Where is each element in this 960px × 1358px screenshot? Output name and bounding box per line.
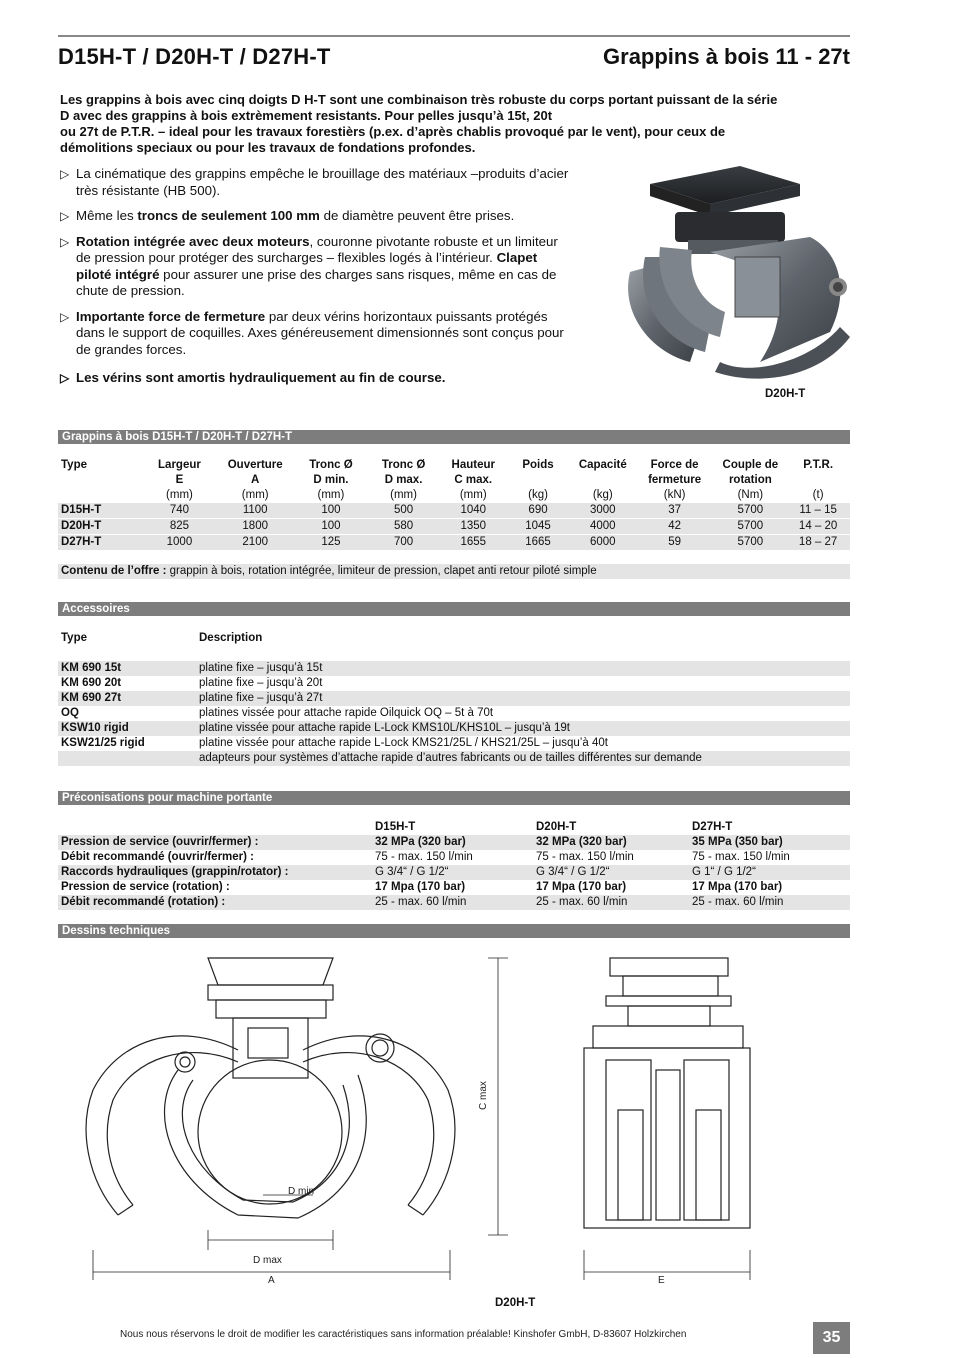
value-cell: 4000 <box>571 519 635 535</box>
value-cell: 500 <box>366 503 442 519</box>
specs-header-cell: Hauteur <box>451 459 495 471</box>
parameter-value: 75 - max. 150 l/min <box>692 851 790 863</box>
specs-header-cell: E <box>175 474 184 486</box>
col-d20: D20H-T <box>536 821 577 833</box>
table-row <box>58 721 850 736</box>
table-row <box>58 691 850 706</box>
accessory-type-cell: KM 690 20t <box>61 677 122 689</box>
value-cell: 5700 <box>714 535 786 551</box>
parameter-label: Débit recommandé (rotation) : <box>58 895 375 910</box>
feature-item: ▷ Même les troncs de seulement 100 mm de diamètre peuvent être prises. <box>60 208 515 223</box>
value-cell: 37 <box>635 503 715 519</box>
value-cell: 125 <box>296 535 366 551</box>
table-row <box>58 519 850 535</box>
specs-table <box>58 458 850 550</box>
spacer-row <box>58 646 850 661</box>
offer-content: Contenu de l’offre : grappin à bois, rotation intégrée, limiteur de pression, clapet anti retour piloté simple <box>58 564 850 579</box>
parameter-value: G 1“ / G 1/2“ <box>692 865 850 880</box>
parameter-label: Raccords hydrauliques (grappin/rotator) : <box>58 865 375 880</box>
value-cell: 5700 <box>714 519 786 535</box>
specs-header-cell: D max. <box>384 474 423 486</box>
table-row <box>58 736 850 751</box>
table-row <box>58 661 850 676</box>
value-cell: 14 – 20 <box>786 519 850 535</box>
accessory-type-cell: KSW10 rigid <box>58 721 199 736</box>
parameter-value: 17 Mpa (170 bar) <box>375 881 466 893</box>
accessory-desc-cell: platine vissée pour attache rapide L-Lock KMS10L/KHS10L – jusqu’à 19t <box>199 721 850 736</box>
value-cell: 3000 <box>571 503 635 519</box>
value-cell: 59 <box>635 535 715 551</box>
intro-line: Les grappins à bois avec cinq doigts D H-T sont une combinaison très robuste du corps portant puissant de la série <box>60 92 778 107</box>
specs-header-cell: (kg) <box>528 489 548 501</box>
intro-paragraph <box>60 92 850 156</box>
value-cell: 2100 <box>214 535 296 551</box>
label-dmin: D min <box>288 1186 315 1197</box>
table-row <box>58 535 850 551</box>
side-view-drawing <box>584 958 750 1280</box>
value-cell: 6000 <box>571 535 635 551</box>
section-bar-accessories: Accessoires <box>58 602 850 616</box>
accessory-desc-cell: platine fixe – jusqu’à 20t <box>199 677 323 689</box>
product-photo <box>610 162 860 382</box>
specs-header-cell: (mm) <box>390 489 417 501</box>
value-cell: 1350 <box>441 519 505 535</box>
value-cell: 740 <box>145 503 215 519</box>
table-row <box>58 676 850 691</box>
accessories-table <box>58 631 850 766</box>
specs-header-cell: (mm) <box>241 489 269 501</box>
parameter-value: G 3/4“ / G 1/2“ <box>536 865 692 880</box>
parameter-value: 17 Mpa (170 bar) <box>536 881 627 893</box>
section-bar-drawings: Dessins techniques <box>58 924 850 938</box>
col-type-header: Type <box>61 632 87 644</box>
specs-header-cell: (kg) <box>592 489 613 501</box>
triangle-bullet-icon: ▷ <box>60 371 70 385</box>
parameter-value: 25 - max. 60 l/min <box>536 895 692 910</box>
specs-header-cell: (mm) <box>317 489 345 501</box>
specs-header-cell: (t) <box>812 489 824 501</box>
label-cmax: C max <box>478 1081 489 1110</box>
specs-header-cell <box>58 473 145 488</box>
triangle-bullet-icon: ▷ <box>60 234 70 249</box>
specs-header-cell: Couple de <box>722 459 779 471</box>
feature-item: ▷ La cinématique des grappins empêche le brouillage des matériaux –produits d’acier très résistante (HB 500). <box>60 166 569 198</box>
accessory-desc-cell: platine fixe – jusqu’à 27t <box>199 691 850 706</box>
front-view-drawing <box>86 958 508 1280</box>
specs-header-cell: Tronc Ø <box>309 459 353 471</box>
value-cell: 700 <box>366 535 442 551</box>
drawing-caption: D20H-T <box>495 1297 536 1309</box>
footer-note: Nous nous réservons le droit de modifier les caractéristiques sans information préalable! Kinshofer GmbH, D-83607 Holzkirchen <box>120 1329 687 1340</box>
value-cell: 1100 <box>214 503 296 519</box>
model-cell: D27H-T <box>58 535 145 551</box>
parameter-value: 17 Mpa (170 bar) <box>692 881 783 893</box>
specs-header-cell: Largeur <box>158 459 201 471</box>
value-cell: 1000 <box>145 535 215 551</box>
model-cell: D15H-T <box>58 503 145 519</box>
value-cell: 100 <box>296 503 366 519</box>
accessory-type-cell: KSW21/25 rigid <box>61 737 145 749</box>
feature-item: ▷ Les vérins sont amortis hydrauliquement au fin de course. <box>60 370 446 385</box>
label-e: E <box>658 1275 665 1286</box>
section-bar-machine: Préconisations pour machine portante <box>58 791 850 805</box>
page-title: D15H-T / D20H-T / D27H-T <box>58 44 331 69</box>
table-row <box>58 835 850 850</box>
specs-header-cell <box>786 473 850 488</box>
specs-header-cell: Poids <box>522 459 554 471</box>
specs-header-cell: P.T.R. <box>803 459 834 471</box>
specs-header-cell <box>571 473 635 488</box>
value-cell: 5700 <box>714 503 786 519</box>
top-rule <box>58 35 850 37</box>
section-bar-specs: Grappins à bois D15H-T / D20H-T / D27H-T <box>58 430 850 444</box>
accessory-type-cell: KM 690 27t <box>58 691 199 706</box>
page-number: 35 <box>813 1322 850 1354</box>
value-cell: 1655 <box>441 535 505 551</box>
value-cell: 100 <box>296 519 366 535</box>
parameter-label: Débit recommandé (ouvrir/fermer) : <box>61 851 254 863</box>
parameter-value: 75 - max. 150 l/min <box>536 851 634 863</box>
value-cell: 825 <box>145 519 215 535</box>
table-row <box>58 751 850 766</box>
specs-header-row-2 <box>58 473 850 488</box>
table-row <box>58 850 850 865</box>
specs-header-cell: (Nm) <box>737 489 764 501</box>
accessory-desc-cell: adapteurs pour systèmes d’attache rapide d’autres fabricants ou de tailles différentes sur demande <box>199 751 850 766</box>
category-title: Grappins à bois 11 - 27t <box>603 44 850 69</box>
parameter-value: G 3/4“ / G 1/2“ <box>375 865 536 880</box>
value-cell: 1800 <box>214 519 296 535</box>
col-desc-header: Description <box>199 632 263 644</box>
value-cell: 18 – 27 <box>786 535 850 551</box>
specs-header-cell: Ouverture <box>227 459 283 471</box>
specs-header-row-units <box>58 488 850 503</box>
specs-header-cell: (mm) <box>459 489 487 501</box>
value-cell: 580 <box>366 519 442 535</box>
specs-header-cell: fermeture <box>648 474 702 486</box>
parameter-value: 32 MPa (320 bar) <box>375 835 536 850</box>
table-row <box>58 895 850 910</box>
specs-header-row-1 <box>58 458 850 473</box>
accessory-type-cell: KM 690 15t <box>58 661 199 676</box>
col-d15: D15H-T <box>375 821 416 833</box>
accessory-desc-cell: platine vissée pour attache rapide L-Lock KMS21/25L / KHS21/25L – jusqu’à 40t <box>199 737 608 749</box>
model-cell: D20H-T <box>58 519 145 535</box>
machine-table <box>58 820 850 910</box>
triangle-bullet-icon: ▷ <box>60 209 70 223</box>
value-cell: 11 – 15 <box>786 503 850 519</box>
table-row <box>58 880 850 895</box>
feature-item: ▷ Rotation intégrée avec deux moteurs, couronne pivotante robuste et un limiteur de pression pour protéger des surcharges – flexibles logés à l’intérieur. Clapet piloté intégré pour assurer une prise des charges sans risques, même en cas de chute de pression. <box>60 233 558 298</box>
parameter-value: 32 MPa (320 bar) <box>536 835 692 850</box>
parameter-label: Pression de service (ouvrir/fermer) : <box>58 835 375 850</box>
table-row <box>58 706 850 721</box>
accessory-type-cell <box>58 751 199 766</box>
intro-line: ou 27t de P.T.R. – ideal pour les travaux forestièrs (p.ex. d’après chablis provoqué par le vent), pour ceux de <box>60 124 726 139</box>
specs-header-cell: (kN) <box>663 489 686 501</box>
specs-header-cell: (mm) <box>166 489 193 501</box>
value-cell: 1040 <box>441 503 505 519</box>
specs-header-cell: Capacité <box>578 459 627 471</box>
accessory-desc-cell: platine fixe – jusqu’à 15t <box>199 661 850 676</box>
value-cell: 690 <box>505 503 571 519</box>
value-cell: 1045 <box>505 519 571 535</box>
specs-header-cell: Type <box>61 459 87 471</box>
specs-header-cell: rotation <box>728 474 772 486</box>
specs-header-cell: C max. <box>454 474 493 486</box>
specs-header-cell: Tronc Ø <box>381 459 426 471</box>
feature-list <box>60 166 570 396</box>
intro-line: D avec des grappins à bois extrèmement resistants. Pour pelles jusqu’à 15t, 20t <box>60 108 553 123</box>
parameter-value: 75 - max. 150 l/min <box>375 851 473 863</box>
specs-header-cell: D min. <box>313 474 349 486</box>
photo-caption: D20H-T <box>765 388 806 400</box>
specs-header-cell: A <box>251 474 260 486</box>
table-row <box>58 503 850 519</box>
parameter-label: Pression de service (rotation) : <box>61 881 230 893</box>
intro-line: démolitions speciaux ou pour les travaux de fondations profondes. <box>60 140 476 155</box>
specs-header-cell <box>58 488 145 503</box>
technical-drawing <box>58 950 858 1295</box>
accessories-header-row <box>58 631 850 646</box>
specs-header-cell <box>505 473 571 488</box>
value-cell: 1665 <box>505 535 571 551</box>
accessory-desc-cell: platines vissée pour attache rapide Oilquick OQ – 5t à 70t <box>199 707 494 719</box>
table-row <box>58 865 850 880</box>
triangle-bullet-icon: ▷ <box>60 167 70 181</box>
parameter-value: 25 - max. 60 l/min <box>375 895 536 910</box>
parameter-value: 25 - max. 60 l/min <box>692 895 850 910</box>
label-dmax: D max <box>253 1255 282 1266</box>
col-d27: D27H-T <box>692 821 733 833</box>
accessory-type-cell: OQ <box>61 707 79 719</box>
machine-header-row <box>58 820 850 835</box>
feature-item: ▷ Importante force de fermeture par deux vérins horizontaux puissants protégés dans le support de coquilles. Axes généreusement dimensionnés sont conçus pour de grandes forces. <box>60 308 564 357</box>
specs-header-cell: Force de <box>650 459 699 471</box>
label-a: A <box>268 1275 275 1286</box>
triangle-bullet-icon: ▷ <box>60 309 70 324</box>
value-cell: 42 <box>635 519 715 535</box>
parameter-value: 35 MPa (350 bar) <box>692 835 850 850</box>
